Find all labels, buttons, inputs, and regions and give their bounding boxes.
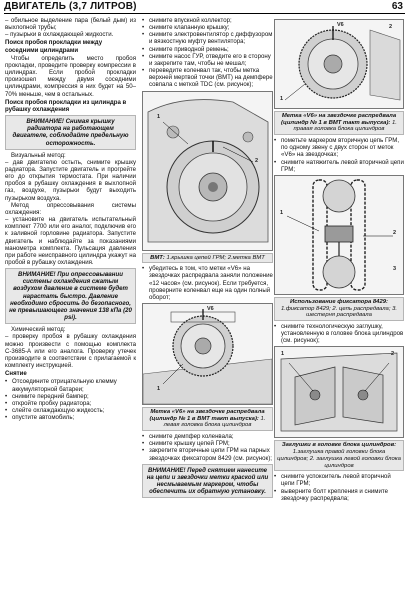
list-item: • слейте охлаждающую жидкость; (5, 406, 105, 414)
warning-text: ВНИМАНИЕ! Снимая крышку радиатора на работающем двигателе, соблюдайте предельную осторожность. (12, 118, 129, 147)
list-item: • снимите крышку цепей ГРМ; (142, 440, 230, 448)
figure-label: 2 (391, 351, 395, 358)
list-item: • снимите натяжитель левой вторичной цепи ГРМ; (274, 158, 404, 173)
column-left (5, 17, 136, 421)
warning-text: ВНИМАНИЕ! Перед снятием нанесите на цепи и звездочки метки краской или несмываемым маркером, чтобы обеспечить их обратную установку. (146, 466, 269, 496)
caption-title: Метка «V6» на звездочке распредвала (цилиндр № 1 в ВМТ такт выпуска): (281, 113, 397, 126)
list-item: • закрепите вторичные цепи ГРМ на парных звездочках фиксатором 8429 (см. рисунок); (142, 447, 272, 462)
figure-label: 2 (393, 229, 397, 236)
figure-caption-tool (274, 297, 404, 321)
paragraph-compression: Чтобы определить место пробоя прокладки, проведите проверку компрессии в цилиндрах. Если пробой прокладки произошел между двумя соседними цилиндрами, компрессия в них будет на 50–70% меньше, чем в остальных. (5, 54, 136, 98)
list-item: • пометьте маркером вторичную цепь ГРМ, по одному звену с двух сторон от меток «V6» на звездочках; (274, 137, 400, 159)
pressure-method-text: – установите на двигатель испытательный комплект 7700 или его аналог, подключив его к заливной горловине радиатора. Запустите двигатель и наблюдайте за показаниями манометра комплекта. Пульсация давления при работе неисправного цилиндра укажут на пробой в рубашку охлаждения. (5, 216, 136, 266)
figure-label: V6 (337, 22, 344, 28)
engine-plugs-illustration (275, 347, 403, 437)
figure-caption-v6-right (274, 111, 404, 135)
intro-line-1: – обильное выделение пара (белый дым) из выхлопной трубы; (5, 17, 136, 32)
list-item: • опустите автомобиль; (5, 414, 75, 422)
figure-label: 1 (280, 96, 284, 102)
column-right (274, 17, 404, 502)
caption-text: 1.заглушка правой головки блока цилиндров; 2. заглушка левой головки блока цилиндров (277, 449, 401, 469)
caption-text: 1.фиксатор 8429; 2. цепь распредвала; 3. шестерня распредвала (280, 305, 398, 319)
warning-box-marks (142, 464, 273, 499)
figure-caption-v6-left (142, 407, 273, 431)
figure-tdc-damper (142, 91, 273, 251)
list-item: • снимите успокоитель левой вторичной цепи ГРМ; (274, 473, 391, 488)
chain-holder-illustration (275, 176, 403, 294)
list-item: • Отсоедините отрицательную клемму аккумуляторной батареи; (5, 378, 117, 393)
figure-caption-tdc (142, 253, 273, 264)
sprocket-illustration (143, 304, 272, 404)
list-item: • снимите клапанную крышку; (142, 24, 230, 32)
intro-line-2: – пузырьки в охлаждающей жидкости. (5, 31, 114, 39)
chemical-method-title: Химический метод: (11, 326, 66, 334)
figure-tool-8429 (274, 175, 404, 295)
caption-text: 1. правая головка блока цилиндров (293, 119, 397, 133)
list-item: • переведите коленвал так, чтобы метка верхней мертвой точки (ВМТ) на демпфере совпала с меткой TDC (см. рисунок); (142, 67, 273, 89)
caption-title: ВМТ: (150, 254, 165, 261)
figure-v6-mark-right (274, 19, 404, 109)
list-item: • убедитесь в том, что метки «V6» на звездочках распредвала заняли положение «12 часов» (см. рисунок). Если требуется, проверните коленвал еще на один полный оборот; (142, 265, 273, 301)
list-item: • выверните болт крепления и снимите звездочку распредвала; (274, 487, 388, 502)
visual-method-title: Визуальный метод: (11, 151, 66, 159)
figure-label: V6 (207, 306, 214, 313)
figure-label: 1 (280, 209, 284, 216)
list-item: • снимите демпфер коленвала; (142, 433, 234, 441)
header-rule (4, 13, 405, 14)
list-item: • откройте пробку радиатора; (5, 399, 92, 407)
visual-method-text: – дав двигателю остыть, снимите крышку радиатора. Запустите двигатель и прогрейте его до открытия термостата. При наличии пробоя в рубашку охлаждения в выхлопной газ, воздухе, пузырьки будут выходить пузырьком воздуха. (5, 158, 136, 202)
caption-text: 1. левая головка блока цилиндров (163, 415, 266, 429)
figure-label: 1 (157, 386, 161, 393)
page-number: 63 (391, 1, 403, 12)
warning-box-radiator (5, 115, 136, 150)
section-heading-cooling-jacket: Поиск пробоя прокладки из цилиндра в рубашку охлаждения (5, 98, 127, 113)
section-heading-adjacent-cylinders: Поиск пробоя прокладки между соседними цилиндрами (5, 39, 103, 54)
caption-title: Заглушки в головке блока цилиндров: (281, 442, 397, 449)
figure-label: 1 (281, 351, 285, 358)
chemical-method-text: – проверку пробоя в рубашку охлаждения можно произвести с помощью комплекта С-3685-А или его аналога. Проверку утечек производите в соответствии с прилагаемой к комплекту инструкцией. (5, 333, 136, 370)
warning-text: ВНИМАНИЕ! При опрессовывании системы охлаждения сжатым воздухом давление в системе будет нарастать быстро. Давление необходимо сбросить до безопасного, не превышающего значения 138 кПа (20 psi). (9, 271, 132, 322)
list-item: • снимите передний бампер; (5, 392, 89, 400)
page-header (0, 0, 409, 14)
list-item: • снимите приводной ремень; (142, 45, 229, 53)
pressure-method-title: Метод опрессовывания системы охлаждения: (5, 201, 136, 216)
caption-title: Метка «V6» на звездочке распредвала (цилиндр № 1 в ВМТ такт выпуска): (149, 409, 265, 422)
list-item: • снимите впускной коллектор; (142, 17, 232, 24)
caption-text: 1.крышка цепей ГРМ; 2.метка ВМТ (166, 254, 265, 261)
figure-label: 2 (255, 157, 259, 164)
list-item: • снимите технологическую заглушку, установленную в головке блока цилиндров (см. рисунок); (274, 323, 404, 345)
removal-heading: Снятие (5, 370, 27, 378)
figure-label: 3 (393, 265, 397, 272)
figure-label: 1 (157, 113, 161, 120)
list-item: • снимите электровентилятор с диффузором и вязкостную муфту вентилятора; (142, 31, 273, 46)
column-middle (142, 17, 273, 500)
figure-caption-plugs (274, 440, 404, 471)
figure-plugs (274, 346, 404, 438)
figure-label: 2 (389, 24, 393, 30)
damper-illustration (143, 92, 272, 250)
list-item: • снимите насос ГУР, отведите его в сторону и закрепите там, чтобы не мешал; (142, 52, 271, 67)
figure-v6-mark-left (142, 303, 273, 405)
warning-box-pressure (5, 268, 136, 324)
chapter-title: ДВИГАТЕЛЬ (3,7 ЛИТРОВ) (4, 1, 137, 12)
sprocket-illustration (275, 20, 403, 108)
caption-title: Использование фиксатора 8429: (290, 298, 388, 305)
